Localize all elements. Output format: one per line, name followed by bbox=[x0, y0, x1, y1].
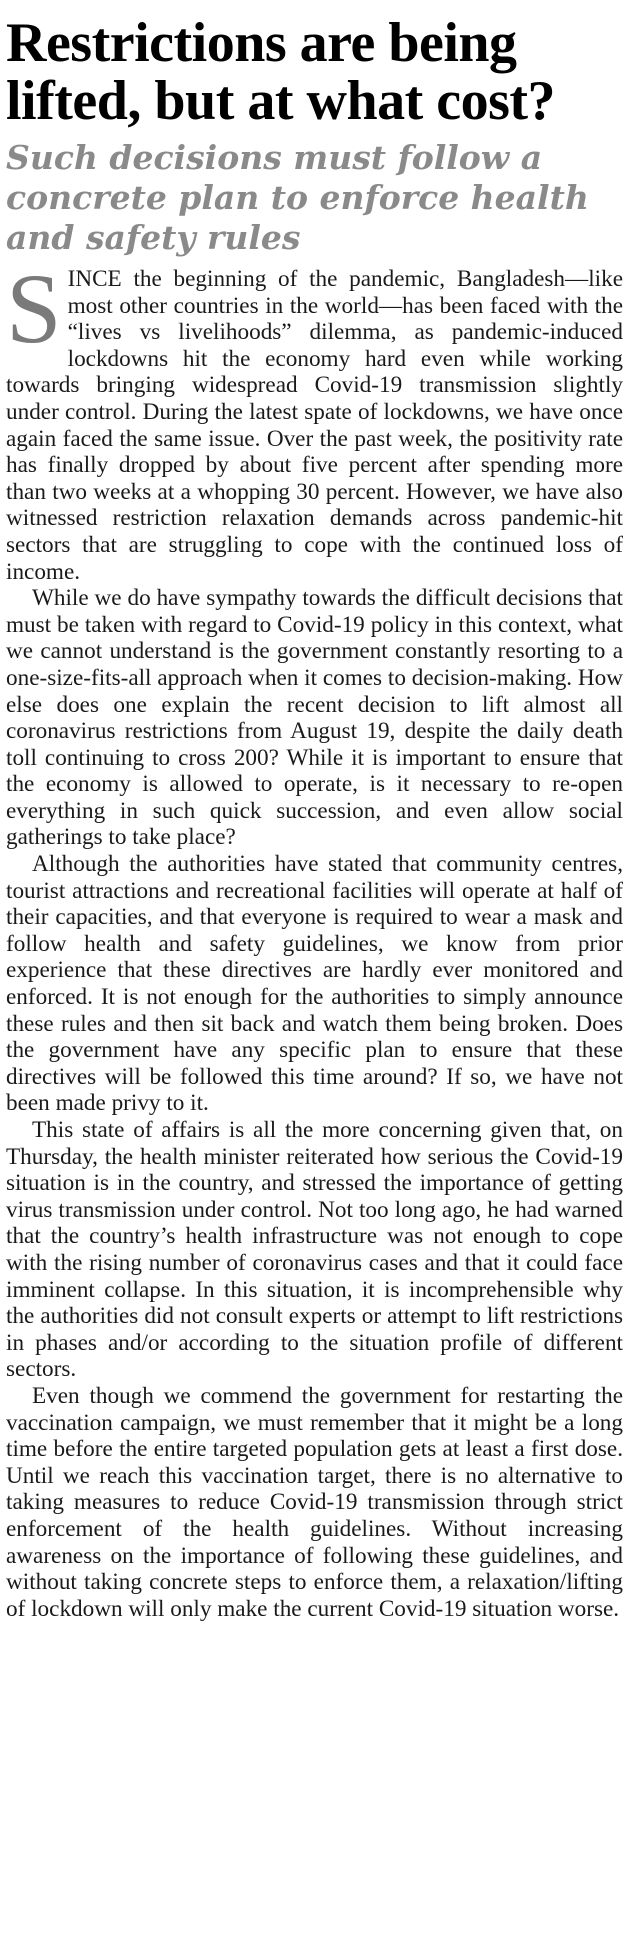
headline: Restrictions are being lifted, but at what cost? bbox=[6, 12, 556, 132]
lead-paragraph-text: INCE the beginning of the pandemic, Bangladesh—like most other countries in the world—has been faced with the “lives vs livelihoods” dilemma, as pandemic-induced lockdowns hit the economy hard even while working towards bringing widespread Covid-19 transmission slightly under control. During the latest spate of lockdowns, we have once again faced the same issue. Over the past week, the positivity rate has finally dropped by about five percent after spending more than two weeks at a whopping 30 percent. However, we have also witnessed restriction relaxation demands across pandemic-hit sectors that are struggling to cope with the continued loss of income. bbox=[6, 266, 623, 585]
body-paragraph-4: This state of affairs is all the more concerning given that, on Thursday, the health minister reiterated how serious the Covid-19 situation is in the country, and stressed the importance of getting virus transmission under control. Not too long ago, he had warned that the country’s health infrastructure was not enough to cope with the rising number of coronavirus cases and that it could face imminent collapse. In this situation, it is incomprehensible why the authorities did not consult experts or attempt to lift restrictions in phases and/or according to the situation profile of different sectors. bbox=[6, 1117, 623, 1383]
editorial-article bbox=[6, 0, 623, 1622]
body-paragraph-3: Although the authorities have stated that community centres, tourist attractions and recreational facilities will operate at half of their capacities, and that everyone is required to wear a mask and follow health and safety guidelines, we know from prior experience that these directives are hardly ever monitored and enforced. It is not enough for the authorities to simply announce these rules and then sit back and watch them being broken. Does the government have any specific plan to ensure that these directives will be followed this time around? If so, we have not been made privy to it. bbox=[6, 851, 623, 1117]
body-paragraph-5: Even though we commend the government for restarting the vaccination campaign, we must remember that it might be a long time before the entire targeted population gets at least a first dose. Until we reach this vaccination target, there is no alternative to taking measures to reduce Covid-19 transmission through strict enforcement of the health guidelines. Without increasing awareness on the importance of following these guidelines, and without taking concrete steps to enforce them, a relaxation/lifting of lockdown will only make the current Covid-19 situation worse. bbox=[6, 1382, 623, 1622]
body-paragraph-2: While we do have sympathy towards the difficult decisions that must be taken with regard to Covid-19 policy in this context, what we cannot understand is the government constantly resorting to a one-size-fits-all approach when it comes to decision-making. How else does one explain the recent decision to lift almost all coronavirus restrictions from August 19, despite the daily death toll continuing to cross 200? While it is important to ensure that the economy is allowed to operate, is it necessary to re-open everything in such quick succession, and even allow social gatherings to take place? bbox=[6, 585, 623, 851]
article-body bbox=[6, 253, 623, 1622]
subheadline: Such decisions must follow a concrete plan to enforce health and safety rules bbox=[6, 138, 589, 257]
drop-cap: S bbox=[6, 253, 62, 364]
lead-paragraph bbox=[6, 253, 623, 585]
